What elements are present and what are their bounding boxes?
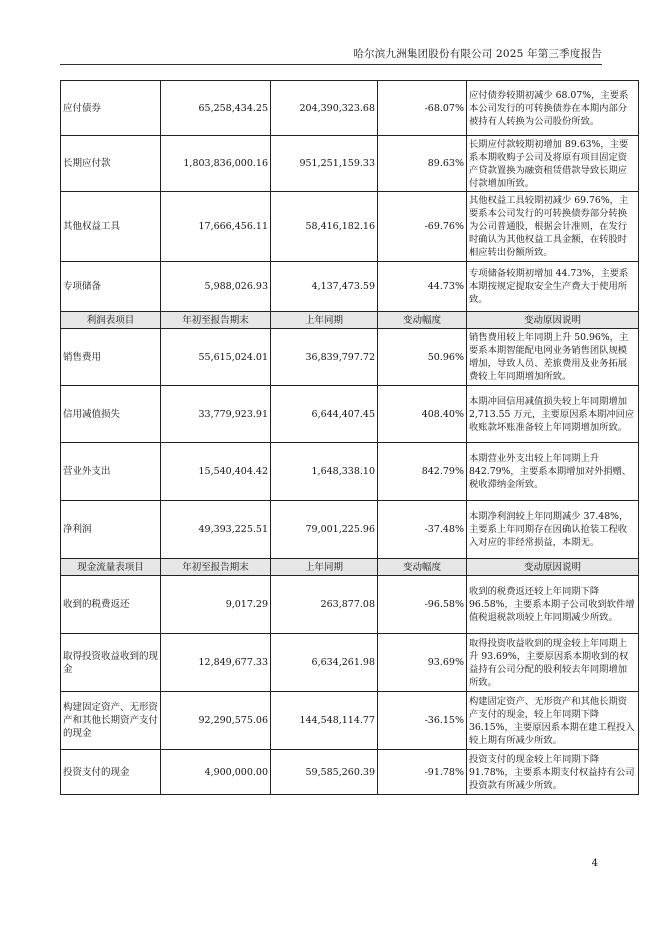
financial-change-table — [60, 80, 639, 795]
cash-flow-section-header — [61, 559, 639, 576]
prior-value-cell: 4,137,473.59 — [271, 262, 378, 312]
prior-value-cell: 79,001,225.96 — [271, 501, 378, 559]
income-section-header — [61, 312, 639, 329]
item-cell: 销售费用 — [61, 329, 161, 386]
table-row — [61, 443, 639, 501]
item-cell: 取得投资收益收到的现金 — [61, 634, 161, 692]
report-header-title: 哈尔滨九洲集团股份有限公司 2025 年第三季度报告 — [353, 48, 602, 60]
item-cell: 信用减值损失 — [61, 386, 161, 443]
reason-cell: 专项储备较期初增加 44.73%，主要系本期按规定提取安全生产费大于使用所致。 — [467, 262, 639, 312]
header-divider — [60, 64, 602, 65]
column-header: 变动幅度 — [378, 312, 467, 329]
current-value-cell: 55,615,024.01 — [161, 329, 271, 386]
reason-cell: 构建固定资产、无形资产和其他长期资产支付的现金，较上年同期下降36.15%，主要原因系本期在建工程投入较上期有所减少所致。 — [467, 692, 639, 750]
table-row — [61, 576, 639, 634]
reason-cell: 长期应付款较期初增加 89.63%，主要系本期收购子公司及将原有项目固定资产贷款置换为融资租赁借款导致长期应付款增加所致。 — [467, 136, 639, 192]
change-cell: -36.15% — [378, 692, 467, 750]
change-cell: 89.63% — [378, 136, 467, 192]
column-header: 上年同期 — [271, 559, 378, 576]
prior-value-cell: 59,585,260.39 — [271, 750, 378, 795]
column-header: 变动幅度 — [378, 559, 467, 576]
item-cell: 专项储备 — [61, 262, 161, 312]
change-cell: 408.40% — [378, 386, 467, 443]
prior-value-cell: 144,548,114.77 — [271, 692, 378, 750]
change-cell: 50.96% — [378, 329, 467, 386]
prior-value-cell: 263,877.08 — [271, 576, 378, 634]
table-row — [61, 192, 639, 262]
page-number: 4 — [591, 858, 598, 869]
change-cell: 93.69% — [378, 634, 467, 692]
prior-value-cell: 58,416,182.16 — [271, 192, 378, 262]
column-header: 利润表项目 — [61, 312, 161, 329]
reason-cell: 其他权益工具较期初减少 69.76%，主要系本公司发行的可转换债券部分转换为公司普通股，根据会计准则，在发行时确认为其他权益工具金额，在转股时相应转出份额所致。 — [467, 192, 639, 262]
column-header: 变动原因说明 — [467, 312, 639, 329]
reason-cell: 取得投资收益收到的现金较上年同期上升 93.69%，主要原因系本期收到的权益持有公司分配的股利较去年同期增加所致。 — [467, 634, 639, 692]
item-cell: 长期应付款 — [61, 136, 161, 192]
reason-cell: 应付债券较期初减少 68.07%，主要系本公司发行的可转换债券在本期内部分被持有人转换为公司股份所致。 — [467, 81, 639, 136]
table-row — [61, 262, 639, 312]
table-row — [61, 634, 639, 692]
table-row — [61, 136, 639, 192]
current-value-cell: 5,988,026.93 — [161, 262, 271, 312]
prior-value-cell: 204,390,323.68 — [271, 81, 378, 136]
change-cell: 44.73% — [378, 262, 467, 312]
reason-cell: 本期营业外支出较上年同期上升842.79%，主要系本期增加对外捐赠、税收滞纳金所致。 — [467, 443, 639, 501]
change-cell: -69.76% — [378, 192, 467, 262]
reason-cell: 投资支付的现金较上年同期下降91.78%，主要系本期支付权益持有公司投资款有所减少所致。 — [467, 750, 639, 795]
column-header: 现金流量表项目 — [61, 559, 161, 576]
change-cell: -37.48% — [378, 501, 467, 559]
table-row — [61, 750, 639, 795]
item-cell: 投资支付的现金 — [61, 750, 161, 795]
table-row — [61, 81, 639, 136]
change-cell: -68.07% — [378, 81, 467, 136]
reason-cell: 销售费用较上年同期上升 50.96%，主要系本期智能配电网业务销售团队规模增加，导致人员、差旅费用及业务拓展费较上年同期增加所致。 — [467, 329, 639, 386]
column-header: 上年同期 — [271, 312, 378, 329]
prior-value-cell: 1,648,338.10 — [271, 443, 378, 501]
prior-value-cell: 6,644,407.45 — [271, 386, 378, 443]
current-value-cell: 4,900,000.00 — [161, 750, 271, 795]
item-cell: 应付债券 — [61, 81, 161, 136]
current-value-cell: 49,393,225.51 — [161, 501, 271, 559]
reason-cell: 本期冲回信用减值损失较上年同期增加 2,713.55 万元，主要原因系本期冲回应收账款坏账准备较上年同期增加所致。 — [467, 386, 639, 443]
table-row — [61, 692, 639, 750]
item-cell: 其他权益工具 — [61, 192, 161, 262]
current-value-cell: 33,779,923.91 — [161, 386, 271, 443]
item-cell: 收到的税费返还 — [61, 576, 161, 634]
change-cell: -96.58% — [378, 576, 467, 634]
prior-value-cell: 36,839,797.72 — [271, 329, 378, 386]
item-cell: 净利润 — [61, 501, 161, 559]
prior-value-cell: 6,634,261.98 — [271, 634, 378, 692]
prior-value-cell: 951,251,159.33 — [271, 136, 378, 192]
table-row — [61, 501, 639, 559]
current-value-cell: 9,017.29 — [161, 576, 271, 634]
change-cell: 842.79% — [378, 443, 467, 501]
current-value-cell: 1,803,836,000.16 — [161, 136, 271, 192]
current-value-cell: 15,540,404.42 — [161, 443, 271, 501]
item-cell: 构建固定资产、无形资产和其他长期资产支付的现金 — [61, 692, 161, 750]
table-row — [61, 386, 639, 443]
current-value-cell: 17,666,456.11 — [161, 192, 271, 262]
reason-cell: 本期净利润较上年同期减少 37.48%，主要系上年同期存在因确认抢装工程收入对应的非经常损益，本期无。 — [467, 501, 639, 559]
current-value-cell: 12,849,677.33 — [161, 634, 271, 692]
change-cell: -91.78% — [378, 750, 467, 795]
current-value-cell: 65,258,434.25 — [161, 81, 271, 136]
table-row — [61, 329, 639, 386]
current-value-cell: 92,290,575.06 — [161, 692, 271, 750]
column-header: 年初至报告期末 — [161, 312, 271, 329]
column-header: 年初至报告期末 — [161, 559, 271, 576]
item-cell: 营业外支出 — [61, 443, 161, 501]
reason-cell: 收到的税费返还较上年同期下降96.58%，主要系本期子公司收到软件增值税退税款项较上年同期减少所致。 — [467, 576, 639, 634]
column-header: 变动原因说明 — [467, 559, 639, 576]
